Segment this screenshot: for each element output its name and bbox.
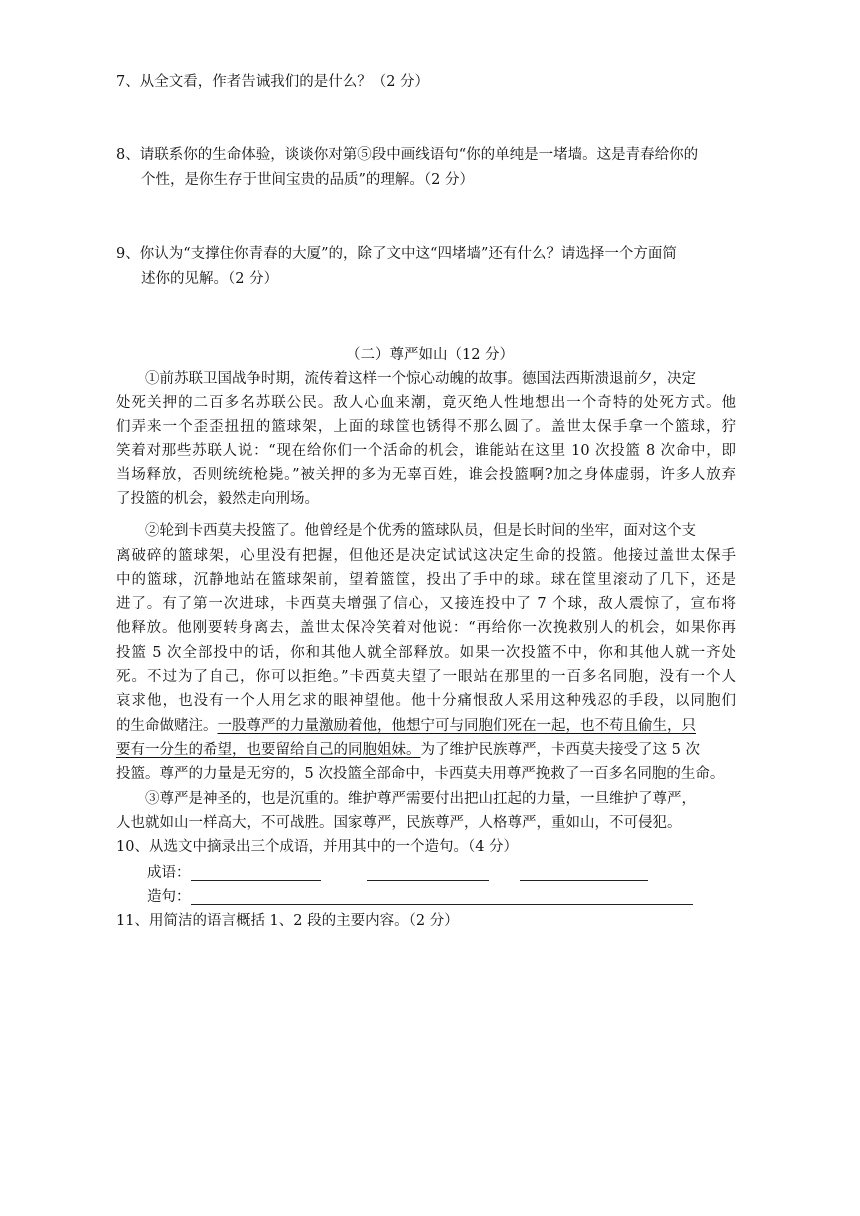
underlined-sentence: 要有一分生的希望，也要留给自己的同胞姐妹。 <box>116 742 421 758</box>
para1-line: 们弄来一个歪歪扭扭的篮球架，上面的球筐也锈得不那么圆了。盖世太保手拿一个篮球，狞 <box>116 419 736 435</box>
para2-line: ②轮到卡西莫夫投篮了。他曾经是个优秀的篮球队员，但是长时间的坐牢，面对这个支 <box>145 523 696 539</box>
question-9-line-2: 述你的见解。（2 分） <box>141 271 279 287</box>
para1-line: ①前苏联卫国战争时期，流传着这样一个惊心动魄的故事。德国法西斯溃退前夕，决定 <box>145 371 696 387</box>
para2-mixed-line <box>116 715 736 737</box>
question-7: 7、从全文看，作者告诫我们的是什么？（2 分） <box>116 74 430 90</box>
question-11: 11、用简洁的语言概括 1、2 段的主要内容。（2 分） <box>116 913 459 929</box>
para1-line: 当场释放，否则统统枪毙。”被关押的多为无辜百姓，谁会投篮啊?加之身体虚弱，许多人放弃 <box>116 467 736 483</box>
idiom-blank-3[interactable] <box>520 880 648 881</box>
para2-line: 中的篮球，沉静地站在篮球架前，望着篮筐，投出了手中的球。球在筐里滚动了几下，还是 <box>116 572 736 588</box>
para1-line: 笑着对那些苏联人说：“现在给你们一个活命的机会，谁能站在这里 10 次投篮 8 次命中，即 <box>116 443 736 459</box>
para2-plain-text: 的生命做赌注。 <box>116 718 218 734</box>
para2-mixed-line <box>116 739 736 761</box>
question-8-line-1: 8、请联系你的生命体验，谈谈你对第⑤段中画线语句“你的单纯是一堵墙。这是青春给你的 <box>116 147 699 163</box>
sentence-blank[interactable] <box>191 904 693 905</box>
idiom-label: 成语： <box>147 865 191 881</box>
sentence-label: 造句： <box>147 889 191 905</box>
question-10: 10、从选文中摘录出三个成语，并用其中的一个造句。（4 分） <box>116 839 519 855</box>
para2-plain-text: 为了维护民族尊严，卡西莫夫接受了这 5 次 <box>420 742 700 758</box>
para2-line: 死。不过为了自己，你可以拒绝。”卡西莫夫望了一眼站在那里的一百多名同胞，没有一个人 <box>116 669 736 685</box>
para2-line: 哀求他，也没有一个人用乞求的眼神望他。他十分痛恨敌人采用这种残忍的手段，以同胞们 <box>116 693 736 709</box>
section-title: （二）尊严如山（12 分） <box>345 347 515 363</box>
para1-line: 处死关押的二百多名苏联公民。敌人心血来潮，竟灭绝人性地想出一个奇特的处死方式。他 <box>116 395 736 411</box>
para2-line: 进了。有了第一次进球，卡西莫夫增强了信心，又接连投中了 7 个球，敌人震惊了，宣布将 <box>116 596 736 612</box>
para2-line: 他释放。他刚要转身离去，盖世太保冷笑着对他说：“再给你一次挽救别人的机会，如果你再 <box>116 620 736 636</box>
para2-line: 离破碎的篮球架，心里没有把握，但他还是决定试试这决定生命的投篮。他接过盖世太保手 <box>116 548 736 564</box>
para2-line: 投篮 5 次全部投中的话，你和其他人就全部释放。如果一次投篮不中，你和其他人就一齐处 <box>116 645 736 661</box>
question-9-line-1: 9、你认为“支撑住你青春的大厦”的，除了文中这“四堵墙”还有什么？请选择一个方面简 <box>116 246 677 262</box>
question-8-line-2: 个性，是你生存于世间宝贵的品质”的理解。（2 分） <box>141 172 474 188</box>
idiom-blank-2[interactable] <box>367 880 489 881</box>
para1-line: 了投篮的机会，毅然走向刑场。 <box>116 491 319 507</box>
para2-line: 投篮。尊严的力量是无穷的，5 次投篮全部命中，卡西莫夫用尊严挽救了一百多名同胞的生命。 <box>116 766 725 782</box>
para3-line: 人也就如山一样高大，不可战胜。国家尊严，民族尊严，人格尊严，重如山，不可侵犯。 <box>116 815 682 831</box>
idiom-blank-1[interactable] <box>191 880 321 881</box>
underlined-sentence: 一股尊严的力量激励着他，他想宁可与同胞们死在一起，也不苟且偷生，只 <box>217 718 696 734</box>
para3-line: ③尊严是神圣的，也是沉重的。维护尊严需要付出把山扛起的力量，一旦维护了尊严， <box>145 791 696 807</box>
